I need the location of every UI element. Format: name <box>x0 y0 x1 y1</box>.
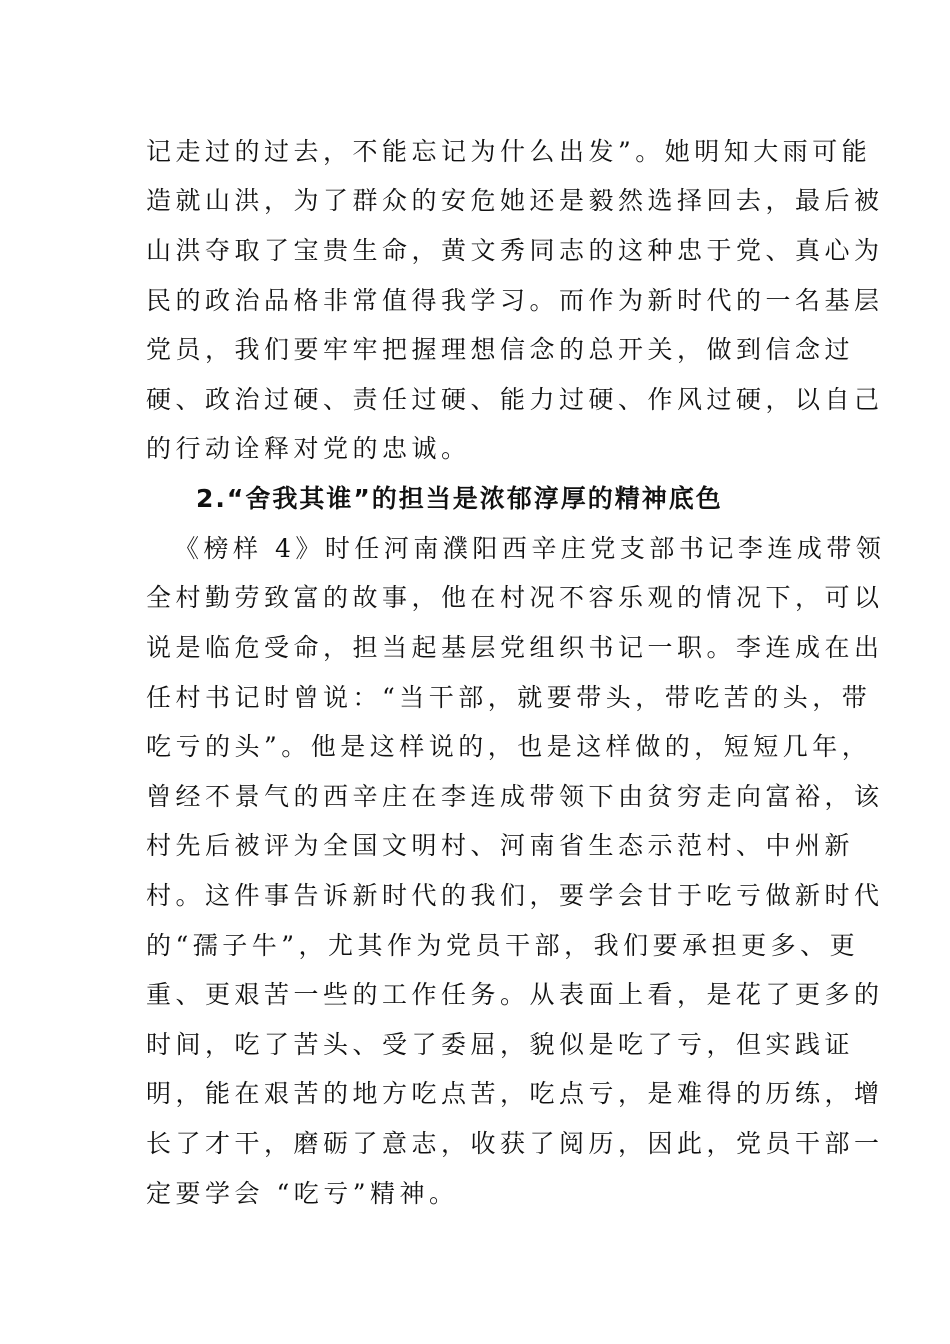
paragraph-1-line-4: 民的政治品格非常值得我学习。而作为新时代的一名基层 <box>146 286 884 315</box>
paragraph-2-line-10: 重、更艰苦一些的工作任务。从表面上看，是花了更多的 <box>146 980 884 1009</box>
paragraph-2-line-3: 说是临危受命，担当起基层党组织书记一职。李连成在出 <box>146 633 884 662</box>
paragraph-2-line-2: 全村勤劳致富的故事，他在村况不容乐观的情况下，可以 <box>146 583 884 612</box>
paragraph-1-line-1: 记走过的过去，不能忘记为什么出发”。她明知大雨可能 <box>146 137 872 166</box>
paragraph-2-line-13: 长了才干，磨砺了意志，收获了阅历，因此，党员干部一 <box>146 1129 884 1158</box>
paragraph-2-line-8: 村。这件事告诉新时代的我们，要学会甘于吃亏做新时代 <box>146 881 884 910</box>
paragraph-1-line-2: 造就山洪，为了群众的安危她还是毅然选择回去，最后被 <box>146 186 884 215</box>
paragraph-2-line-5: 吃亏的头”。他是这样说的，也是这样做的，短短几年， <box>146 732 872 761</box>
paragraph-1-line-6: 硬、政治过硬、责任过硬、能力过硬、作风过硬，以自己 <box>146 385 884 414</box>
paragraph-1-line-3: 山洪夺取了宝贵生命，黄文秀同志的这种忠于党、真心为 <box>146 236 884 265</box>
paragraph-1-line-5: 党员，我们要牢牢把握理想信念的总开关，做到信念过 <box>146 335 855 364</box>
paragraph-2-line-14: 定要学会 “吃亏”精神。 <box>146 1179 459 1208</box>
paragraph-1-line-7: 的行动诠释对党的忠诚。 <box>146 434 471 463</box>
paragraph-2-line-4: 任村书记时曾说：“当干部，就要带头，带吃苦的头，带 <box>146 683 872 712</box>
paragraph-2-line-6: 曾经不景气的西辛庄在李连成带领下由贫穷走向富裕，该 <box>146 782 884 811</box>
section-heading: 2.“舍我其谁”的担当是浓郁淳厚的精神底色 <box>196 484 723 513</box>
paragraph-2-line-12: 明，能在艰苦的地方吃点苦，吃点亏，是难得的历练，增 <box>146 1079 884 1108</box>
paragraph-2-line-11: 时间，吃了苦头、受了委屈，貌似是吃了亏，但实践证 <box>146 1030 855 1059</box>
paragraph-2-line-1: 《榜样 4》时任河南濮阳西辛庄党支部书记李连成带领 <box>174 534 886 563</box>
paragraph-2-line-9: 的“孺子牛”，尤其作为党员干部，我们要承担更多、更 <box>146 931 860 960</box>
paragraph-2-line-7: 村先后被评为全国文明村、河南省生态示范村、中州新 <box>146 831 855 860</box>
